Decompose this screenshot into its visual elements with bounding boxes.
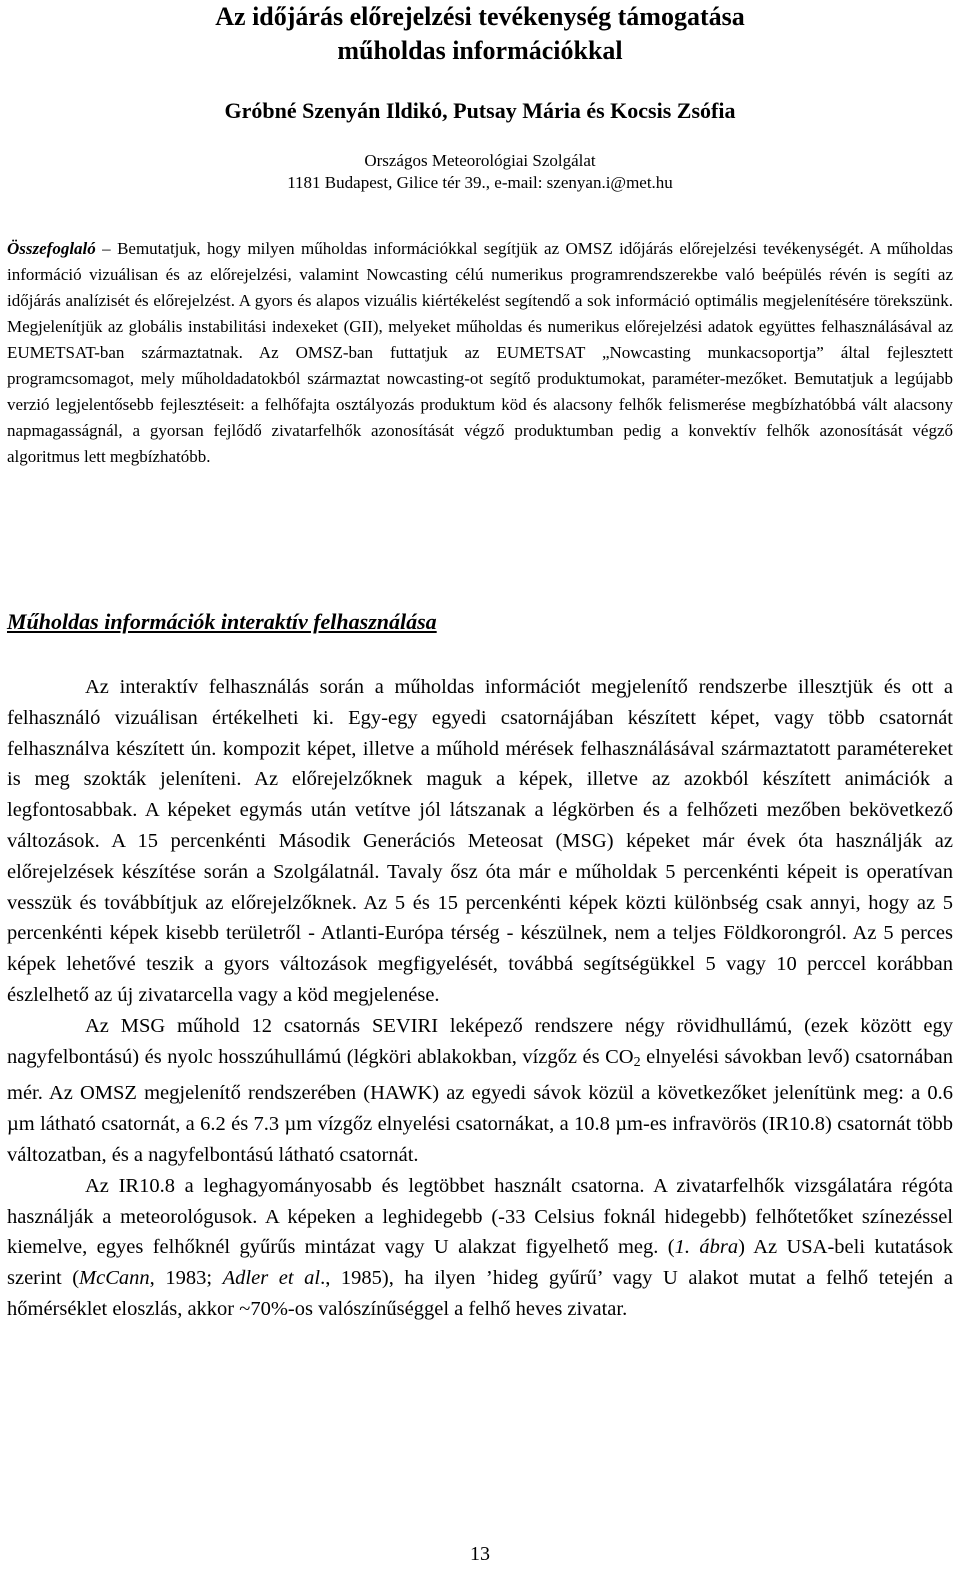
title-line-1: Az időjárás előrejelzési tevékenység támogatása <box>215 2 745 31</box>
authors: Gróbné Szenyán Ildikó, Putsay Mária és Kocsis Zsófia <box>224 98 736 123</box>
paragraph-3-part-d: ., 1985), ha ilyen ’hideg gyűrű’ vagy U alakot mutat a felhő tetején a hőmérséklet eloszlás, akkor ~70%-os valószínűséggel a felhő heves zivatar. <box>7 1267 953 1320</box>
body-text <box>7 672 953 1325</box>
section-heading: Műholdas információk interaktív felhasználása <box>7 609 437 634</box>
paragraph-2-part-b: elnyelési sávokban levő) csatornában mér. Az OMSZ megjelenítő rendszerében (HAWK) az egyedi sávok közül a következőket jelenítünk meg: a 0.6 µm látható csatornát, a 6.2 és 7.3 µm vízgőz elnyelési csatornákat, a 10.8 µm-es infravörös (IR10.8) csatornát több változatban, és a nagyfelbontású látható csatornát. <box>7 1045 953 1166</box>
figure-reference: 1. ábra <box>674 1236 739 1259</box>
citation-adler: Adler et al <box>222 1267 321 1290</box>
paragraph-3-part-a: Az IR10.8 a leghagyományosabb és legtöbbet használt csatorna. A zivatarfelhők vizsgálatára régóta használják a meteorológusok. A képeken a leghidegebb (-33 Celsius foknál hidegebb) felhőtetőket színezéssel kiemelve, egyes felhőknél gyűrűs mintázat vagy U alakzat figyelhető meg. ( <box>7 1174 953 1259</box>
paragraph-2-part-a: Az MSG műhold 12 csatornás SEVIRI leképező rendszere négy rövidhullámú, (ezek között egy nagyfelbontású) és nyolc hosszúhullámú (légköri ablakokban, vízgőz és CO <box>7 1014 953 1068</box>
paragraph-3-part-b: ) Az USA-beli kutatások szerint ( <box>7 1236 953 1290</box>
paper-title <box>0 0 960 68</box>
citation-mccann: McCann <box>79 1267 150 1290</box>
paragraph-2 <box>7 1011 953 1171</box>
abstract-text: – Bemutatjuk, hogy milyen műholdas információkkal segítjük az OMSZ időjárás előrejelzési tevékenységét. A műholdas információ vizuálisan és az előrejelzési, valamint Nowcasting célú numerikus programrendszerekbe való beépülés révén is segíti az időjárás analízisét és előrejelzést. A gyors és alapos vizuális kiértékelést segítendő a sok információ optimális megjelenítésére törekszünk. Megjelenítjük az globális instabilitási indexeket (GII), melyeket műholdas és numerikus előrejelzési adatok együttes felhasználásával az EUMETSAT-ban származtatnak. Az OMSZ-ban futtatjuk az EUMETSAT „Nowcasting munkacsoportja” által fejlesztett programcsomagot, mely műholdadatokból származtat nowcasting-ot segítő produktumokat, paraméter-mezőket. Bemutatjuk a legújabb verzió legjelentősebb fejlesztéseit: a felhőfajta osztályozás produktum köd és alacsony felhők felismerése megbízhatóbbá vált alacsony napmagasságnál, a gyorsan fejlődő zivatarfelhők azonosítását végző produktumban pedig a konvektív felhők azonosítását végző algoritmus lett megbízhatóbb. <box>7 239 953 466</box>
paragraph-3 <box>7 1171 953 1325</box>
subscript-2: 2 <box>633 1054 641 1070</box>
abstract <box>7 236 953 470</box>
paragraph-1: Az interaktív felhasználás során a műholdas információt megjelenítő rendszerbe illesztjük és ott a felhasználó vizuálisan értékelheti ki. Egy-egy egyedi csatornájában készített képet, vagy több csatornát felhasználva készített ún. kompozit képet, illetve a műhold mérések felhasználásával származtatott paramétereket is meg szokták jeleníteni. Az előrejelzőknek maguk a képek, illetve az azokból készített animációk a legfontosabbak. A képeket egymás után vetítve jól látszanak a légkörben és a felhőzeti mezőben bekövetkező változások. A 15 percenkénti Második Generációs Meteosat (MSG) képeket már évek óta használják az előrejelzések készítése során a Szolgálatnál. Tavaly ősz óta már e műholdak 5 percenkénti képeit is operatívan vesszük és továbbítjuk az előrejelzőknek. Az 5 és 15 percenkénti képek közti különbség csak annyi, hogy az 5 percenkénti képek kisebb területről - Atlanti-Európa térség - készülnek, nem a teljes Földkorongról. Az 5 perces képek lehetővé teszik a gyors változások megfigyelését, továbbá segítségükkel 5 vagy 10 perccel korábban észlelhető az új zivatarcella vagy a köd megjelenése. <box>7 676 953 1006</box>
title-line-2: műholdas információkkal <box>337 36 623 65</box>
affiliation-institution: Országos Meteorológiai Szolgálat <box>364 151 596 170</box>
affiliation <box>0 150 960 194</box>
affiliation-address: 1181 Budapest, Gilice tér 39., e-mail: szenyan.i@met.hu <box>287 173 673 192</box>
paragraph-3-part-c: , 1983; <box>149 1267 223 1290</box>
abstract-label: Összefoglaló <box>7 239 96 258</box>
page-number: 13 <box>470 1543 490 1565</box>
